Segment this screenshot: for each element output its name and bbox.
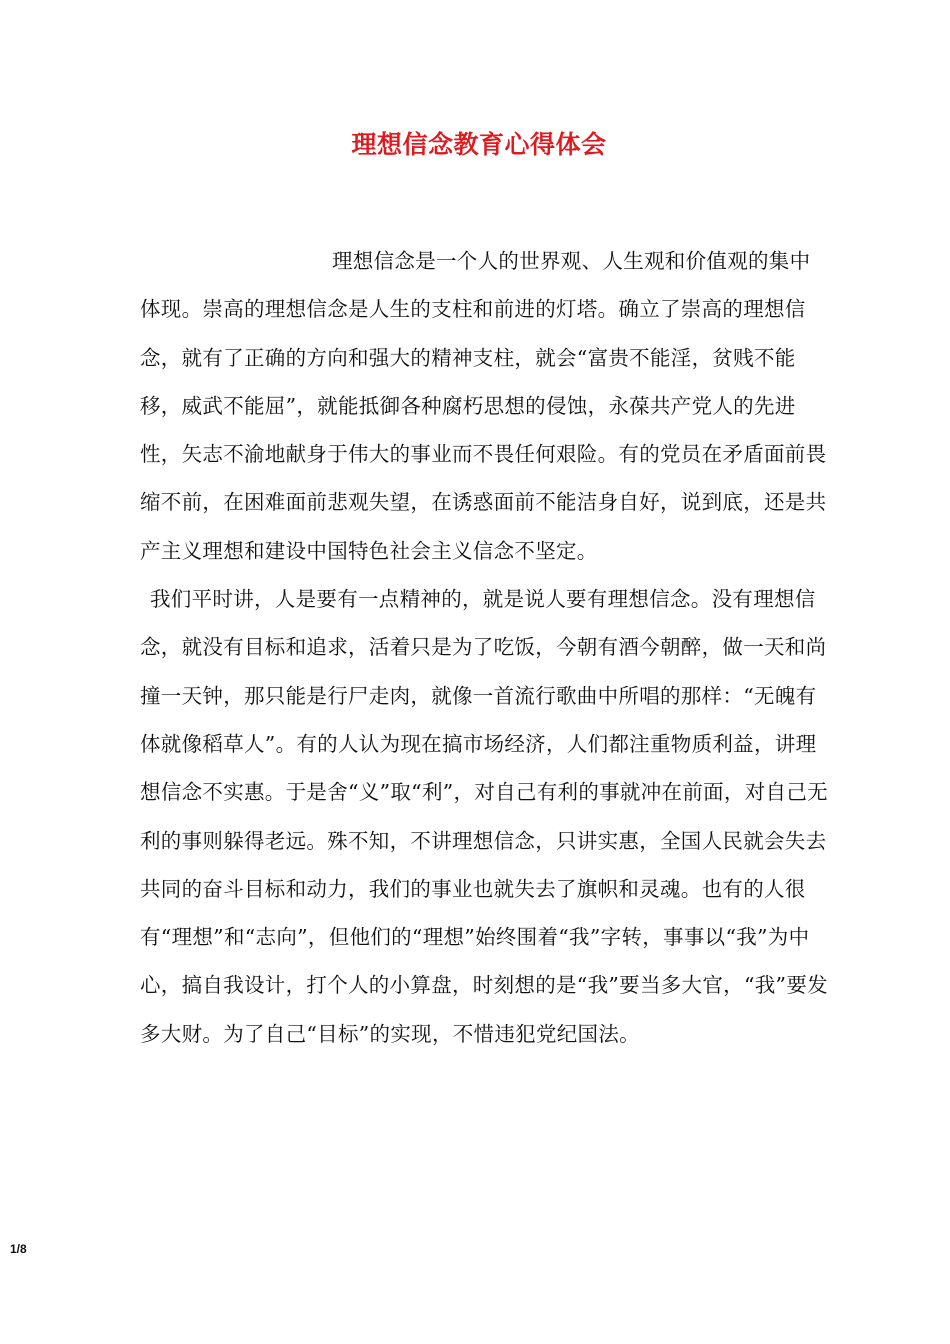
paragraph-2: 我们平时讲，人是要有一点精神的，就是说人要有理想信念。没有理想信念，就没有目标和追求，活着只是为了吃饭，今朝有酒今朝醉，做一天和尚撞一天钟，那只能是行尸走肉，就像一首流行歌曲中所唱的那样：“无魄有体就像稻草人”。有的人认为现在搞市场经济，人们都注重物质利益，讲理想信念不实惠。于是舍“义”取“利”，对自己有利的事就冲在前面，对自己无利的事则躲得老远。殊不知，不讲理想信念，只讲实惠，全国人民就会失去共同的奋斗目标和动力，我们的事业也就失去了旗帜和灵魂。也有的人很有“理想”和“志向”，但他们的“理想”始终围着“我”字转，事事以“我”为中心，搞自我设计，打个人的小算盘，时刻想的是“我”要当多大官，“我”要发多大财。为了自己“目标”的实现，不惜违犯党纪国法。 [140, 587, 828, 1046]
page-number: 1/8 [10, 1242, 27, 1256]
document-body [140, 237, 830, 1058]
document-title: 理想信念教育心得体会 [351, 129, 607, 159]
paragraph-1: 理想信念是一个人的世界观、人生观和价值观的集中体现。崇高的理想信念是人生的支柱和前进的灯塔。确立了崇高的理想信念，就有了正确的方向和强大的精神支柱，就会“富贵不能淫，贫贱不能移，威武不能屈”，就能抵御各种腐朽思想的侵蚀，永葆共产党人的先进性，矢志不渝地献身于伟大的事业而不畏任何艰险。有的党员在矛盾面前畏缩不前，在困难面前悲观失望，在诱惑面前不能洁身自好，说到底，还是共产主义理想和建设中国特色社会主义信念不坚定。 [140, 249, 827, 563]
